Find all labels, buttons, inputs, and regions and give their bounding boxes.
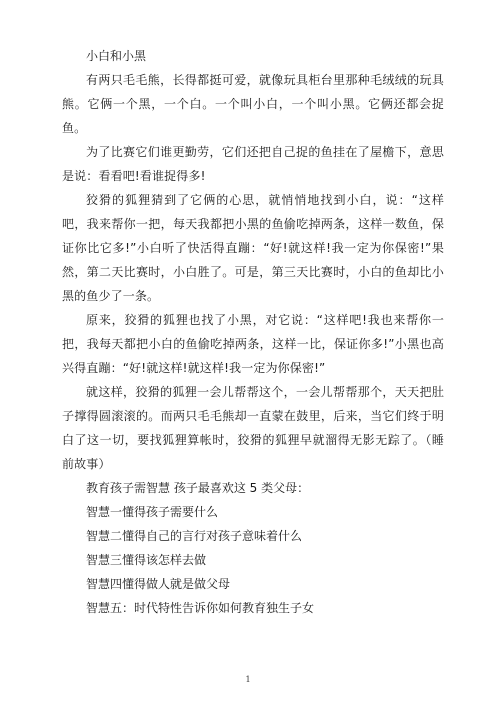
paragraph: 狡猾的狐狸猜到了它俩的心思，就悄悄地找到小白，说：“这样吧，我来帮你一把，每天我都把小黑的鱼偷吃掉两条，这样一数鱼，保证你比它多!”小白听了快活得直蹦：“好!就这样!我一定为你保密!”果然，第二天比赛时，小白胜了。可是，第三天比赛时，小白的鱼却比小黑的鱼少了一条。 [62,193,444,303]
page-number: 1 [245,675,251,684]
paragraph: 为了比赛它们谁更勤劳，它们还把自己捉的鱼挂在了屋檐下，意思是说：看看吧!看谁捉得多! [62,145,444,183]
document-body [62,44,444,620]
list-item: 智慧五：时代特性告诉你如何教育独生子女 [86,601,315,615]
paragraph: 有两只毛毛熊，长得都挺可爱，就像玩具柜台里那种毛绒绒的玩具熊。它俩一个黑，一个白。一个叫小白，一个叫小黑。它俩还都会捉鱼。 [62,73,444,135]
paragraph: 就这样，狡猾的狐狸一会儿帮帮这个，一会儿帮帮那个，天天把肚子撑得圆滚滚的。而两只毛毛熊却一直蒙在鼓里，后来，当它们终于明白了这一切，要找狐狸算帐时，狡猾的狐狸早就溜得无影无踪了。（睡前故事） [62,385,444,471]
list-item: 智慧二懂得自己的言行对孩子意味着什么 [86,529,303,543]
paragraph: 原来，狡猾的狐狸也找了小黑，对它说：“这样吧!我也来帮你一把，我每天都把小白的鱼偷吃掉两条，这样一比，保证你多!”小黑也高兴得直蹦：“好!就这样!就这样!我一定为你保密!” [62,313,444,375]
list-item: 智慧四懂得做人就是做父母 [86,577,231,591]
story-title: 小白和小黑 [86,49,147,63]
list-intro: 教育孩子需智慧 孩子最喜欢这 5 类父母： [86,481,310,495]
list-item: 智慧三懂得该怎样去做 [86,553,207,567]
list-item: 智慧一懂得孩子需要什么 [86,505,219,519]
